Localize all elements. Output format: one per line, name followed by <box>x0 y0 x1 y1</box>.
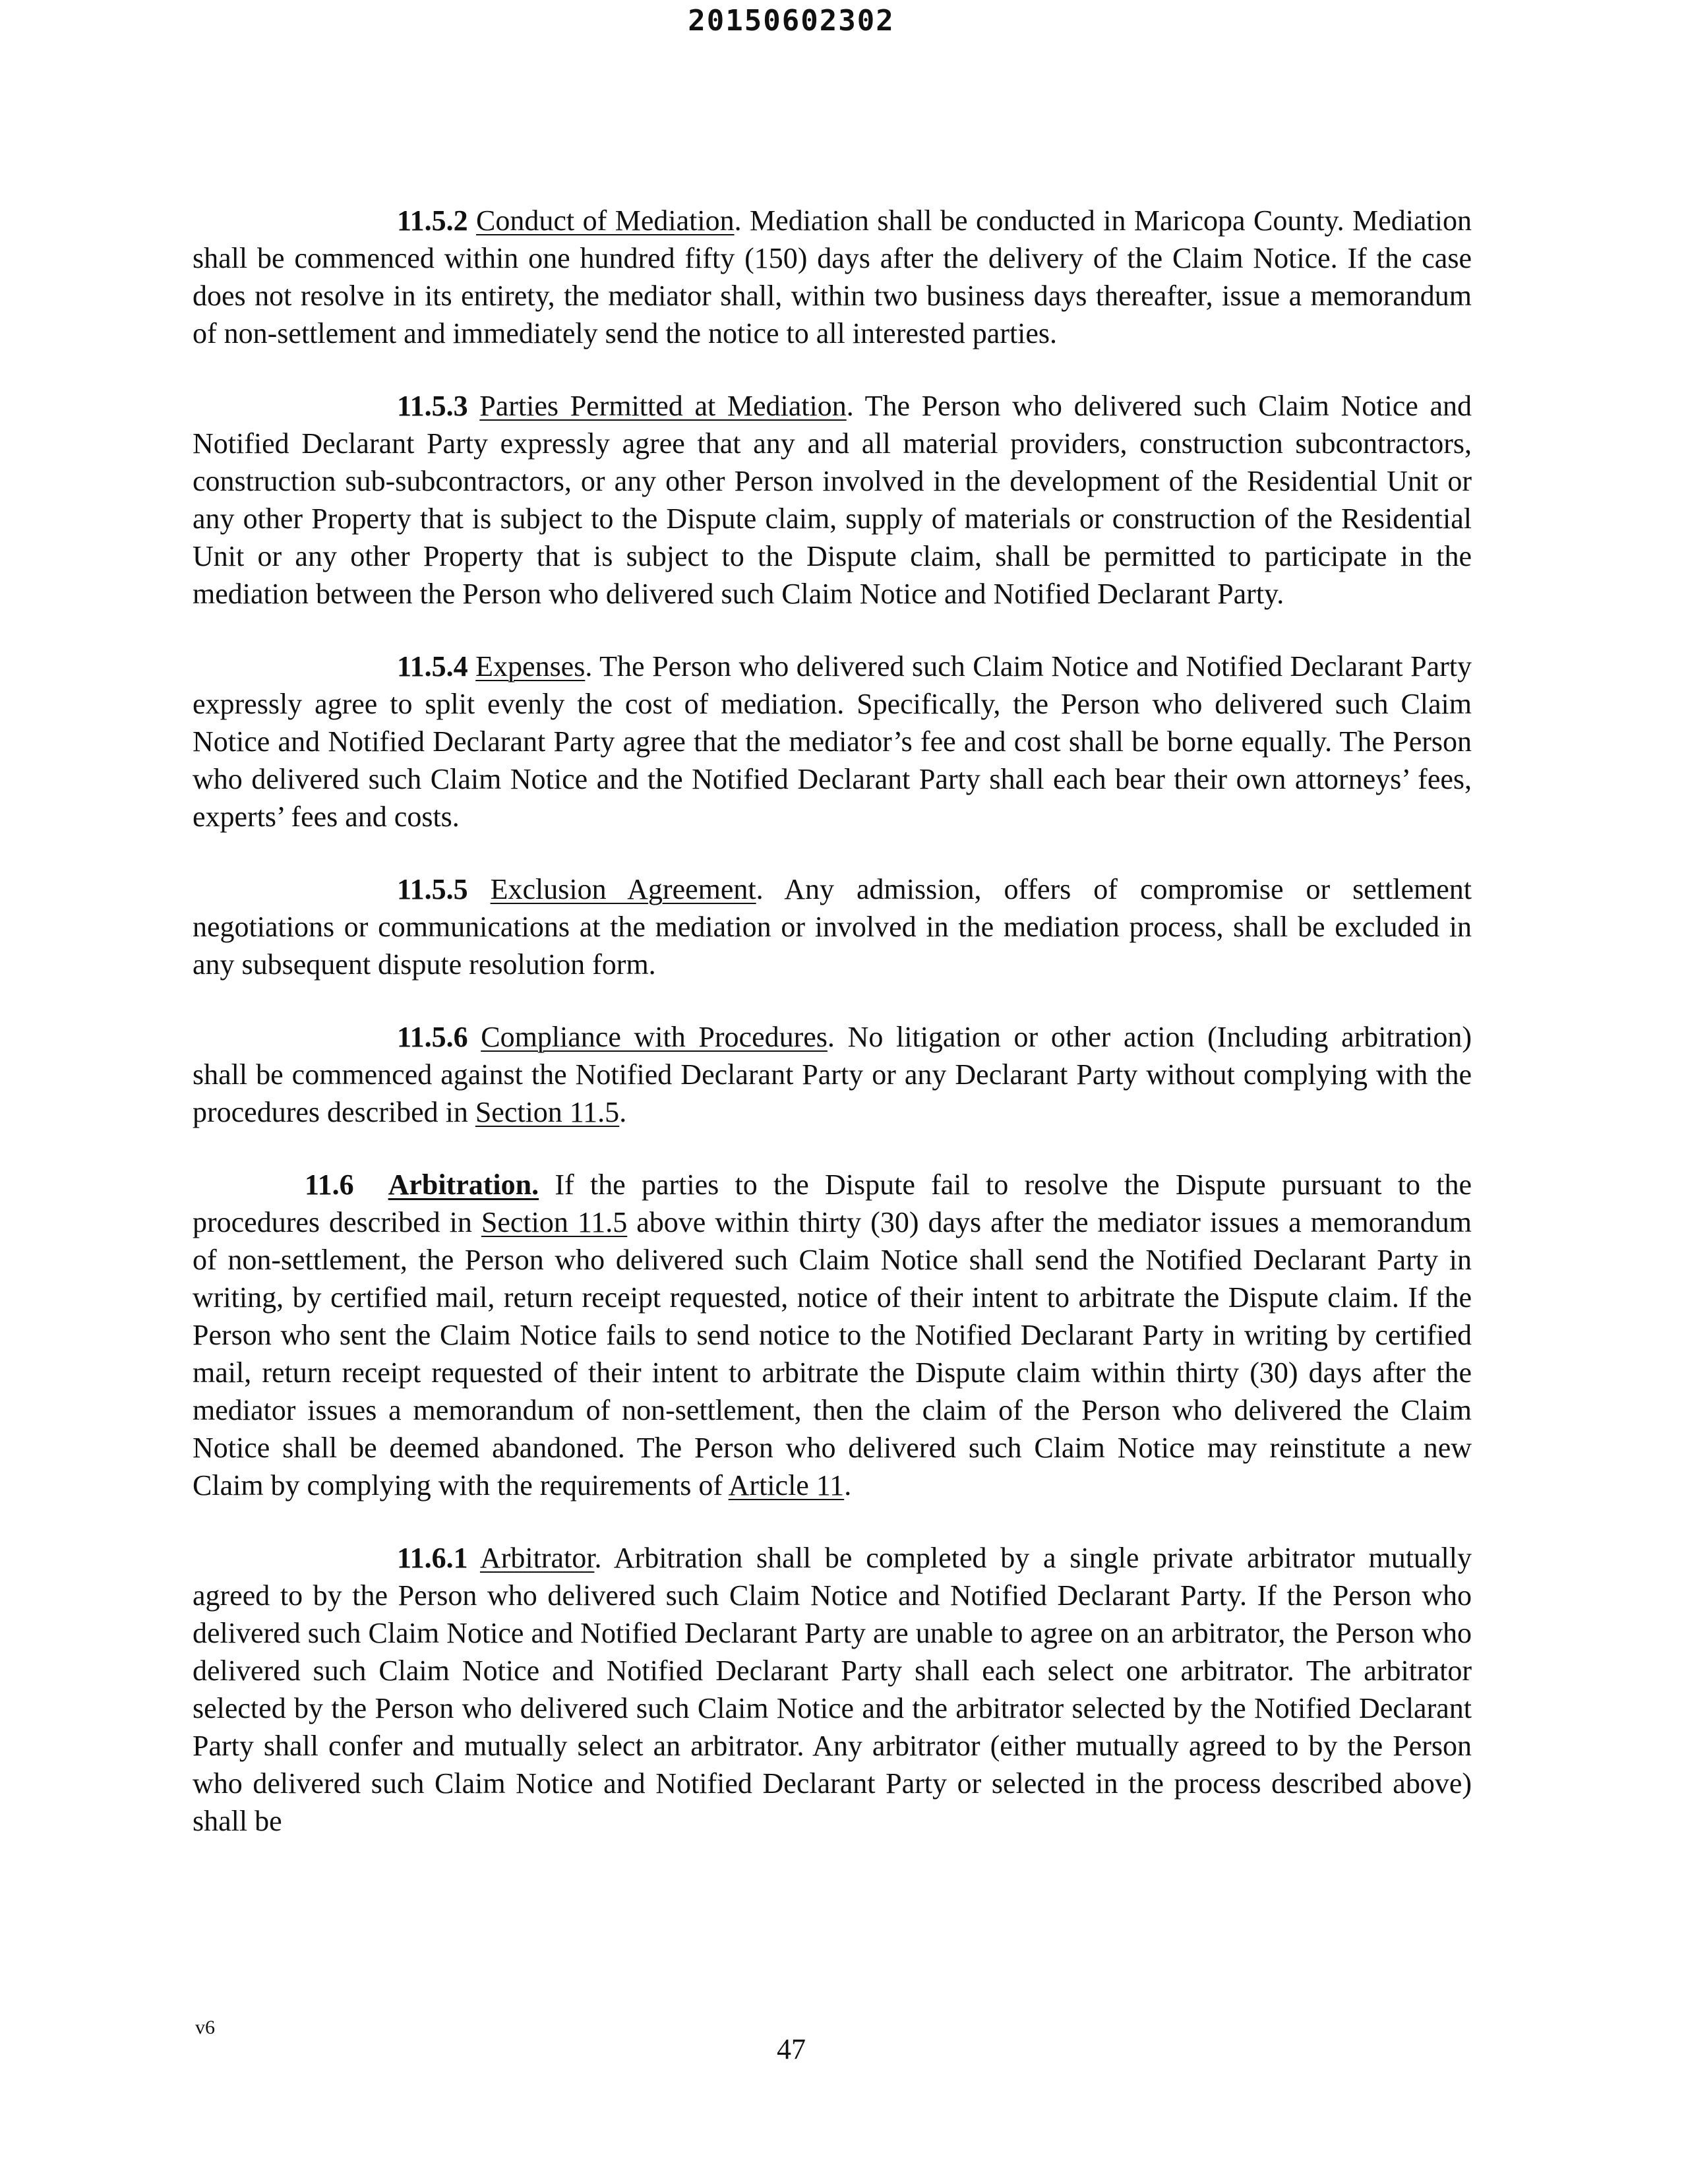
section-body: No litigation or other action (Including arbitration) shall be commenced against the Notified Declarant Party or any Declarant Party without complying with the procedures described in <box>193 1021 1472 1128</box>
section-reference: Section 11.5 <box>481 1206 628 1238</box>
section-number: 11.6.1 <box>397 1542 468 1574</box>
section-body-middle: above within thirty (30) days after the mediator issues a memorandum of non-settlement, the Person who delivered such Claim Notice shall send the Notified Declarant Party in writing, by certified mail, return receipt requested, notice of their intent to arbitrate the Dispute claim. If the Person who sent the Claim Notice fails to send notice to the Notified Declarant Party in writing by certified mail, return receipt requested of their intent to arbitrate the Dispute claim within thirty (30) days after the mediator issues a memorandum of non-settlement, then the claim of the Person who delivered the Claim Notice shall be deemed abandoned. The Person who delivered such Claim Notice may reinstitute a new Claim by complying with the requirements of <box>193 1206 1472 1502</box>
section-number: 11.6 <box>305 1168 354 1201</box>
section-11-5-3: 11.5.3 Parties Permitted at Mediation. The Person who delivered such Claim Notice and Notified Declarant Party expressly agree that any and all material providers, construction subcontractors, construction sub-subcontractors, or any other Person involved in the development of the Residential Unit or any other Property that is subject to the Dispute claim, supply of materials or construction of the Residential Unit or any other Property that is subject to the Dispute claim, shall be permitted to participate in the mediation between the Person who delivered such Claim Notice and Notified Declarant Party. <box>193 390 1472 610</box>
section-title: Compliance with Procedures <box>481 1021 828 1053</box>
section-body-end: . <box>844 1469 852 1502</box>
page-number: 47 <box>777 2033 806 2065</box>
section-number: 11.5.3 <box>397 390 468 422</box>
section-number: 11.5.4 <box>397 650 468 682</box>
section-11-5-2: 11.5.2 Conduct of Mediation. Mediation shall be conducted in Maricopa County. Mediation shall be commenced within one hundred fifty (150) days after the delivery of the Claim Notice. If the case does not resolve in its entirety, the mediator shall, within two business days thereafter, issue a memorandum of non-settlement and immediately send the notice to all interested parties. <box>193 204 1472 349</box>
section-11-5-6: 11.5.6 Compliance with Procedures. No litigation or other action (Including arbitration) shall be commenced against the Notified Declarant Party or any Declarant Party without complying with the procedures described in Section 11.5. <box>193 1021 1472 1128</box>
section-body-end: . <box>619 1096 627 1128</box>
section-body: Mediation shall be conducted in Maricopa County. Mediation shall be commenced within one hundred fifty (150) days after the delivery of the Claim Notice. If the case does not resolve in its entirety, the mediator shall, within two business days thereafter, issue a memorandum of non-settlement and immediately send the notice to all interested parties. <box>193 204 1472 349</box>
section-title: Arbitration. <box>388 1168 539 1201</box>
version-label: v6 <box>195 2017 215 2038</box>
section-reference: Section 11.5 <box>475 1096 620 1128</box>
section-title: Parties Permitted at Mediation <box>479 390 847 422</box>
section-title: Expenses <box>475 650 586 682</box>
article-reference: Article 11 <box>728 1469 845 1502</box>
document-body <box>193 202 1472 1875</box>
section-number: 11.5.6 <box>397 1021 468 1053</box>
section-body: Arbitration shall be completed by a single private arbitrator mutually agreed to by the Person who delivered such Claim Notice and Notified Declarant Party. If the Person who delivered such Claim Notice and Notified Declarant Party are unable to agree on an arbitrator, the Person who delivered such Claim Notice and Notified Declarant Party shall each select one arbitrator. The arbitrator selected by the Person who delivered such Claim Notice and the arbitrator selected by the Notified Declarant Party shall confer and mutually select an arbitrator. Any arbitrator (either mutually agreed to by the Person who delivered such Claim Notice and Notified Declarant Party or selected in the process described above) shall be <box>193 1542 1472 1837</box>
section-number: 11.5.2 <box>397 204 468 237</box>
section-body: The Person who delivered such Claim Notice and Notified Declarant Party expressly agree to split evenly the cost of mediation. Specifically, the Person who delivered such Claim Notice and Notified Declarant Party agree that the mediator’s fee and cost shall be borne equally. The Person who delivered such Claim Notice and the Notified Declarant Party shall each bear their own attorneys’ fees, experts’ fees and costs. <box>193 650 1472 833</box>
section-body: If the parties to the Dispute fail to resolve the Dispute pursuant to the procedures described in <box>193 1168 1472 1238</box>
section-11-5-4: 11.5.4 Expenses. The Person who delivered such Claim Notice and Notified Declarant Party expressly agree to split evenly the cost of mediation. Specifically, the Person who delivered such Claim Notice and Notified Declarant Party agree that the mediator’s fee and cost shall be borne equally. The Person who delivered such Claim Notice and the Notified Declarant Party shall each bear their own attorneys’ fees, experts’ fees and costs. <box>193 650 1472 833</box>
section-11-5-5: 11.5.5 Exclusion Agreement. Any admission, offers of compromise or settlement negotiations or communications at the mediation or involved in the mediation process, shall be excluded in any subsequent dispute resolution form. <box>193 873 1472 981</box>
section-title: Conduct of Mediation <box>476 204 735 237</box>
section-11-6-1: 11.6.1 Arbitrator. Arbitration shall be completed by a single private arbitrator mutually agreed to by the Person who delivered such Claim Notice and Notified Declarant Party. If the Person who delivered such Claim Notice and Notified Declarant Party are unable to agree on an arbitrator, the Person who delivered such Claim Notice and Notified Declarant Party shall each select one arbitrator. The arbitrator selected by the Person who delivered such Claim Notice and the arbitrator selected by the Notified Declarant Party shall confer and mutually select an arbitrator. Any arbitrator (either mutually agreed to by the Person who delivered such Claim Notice and Notified Declarant Party or selected in the process described above) shall be <box>193 1542 1472 1837</box>
section-title: Exclusion Agreement <box>490 873 756 905</box>
section-title: Arbitrator <box>479 1542 595 1574</box>
section-number: 11.5.5 <box>397 873 468 905</box>
document-number: 20150602302 <box>688 4 895 38</box>
section-11-6 <box>193 1166 1472 1504</box>
section-body: The Person who delivered such Claim Notice and Notified Declarant Party expressly agree that any and all material providers, construction subcontractors, construction sub-subcontractors, or any other Person involved in the development of the Residential Unit or any other Property that is subject to the Dispute claim, supply of materials or construction of the Residential Unit or any other Property that is subject to the Dispute claim, shall be permitted to participate in the mediation between the Person who delivered such Claim Notice and Notified Declarant Party. <box>193 390 1472 610</box>
section-body: Any admission, offers of compromise or settlement negotiations or communications at the mediation or involved in the mediation process, shall be excluded in any subsequent dispute resolution form. <box>193 873 1472 981</box>
